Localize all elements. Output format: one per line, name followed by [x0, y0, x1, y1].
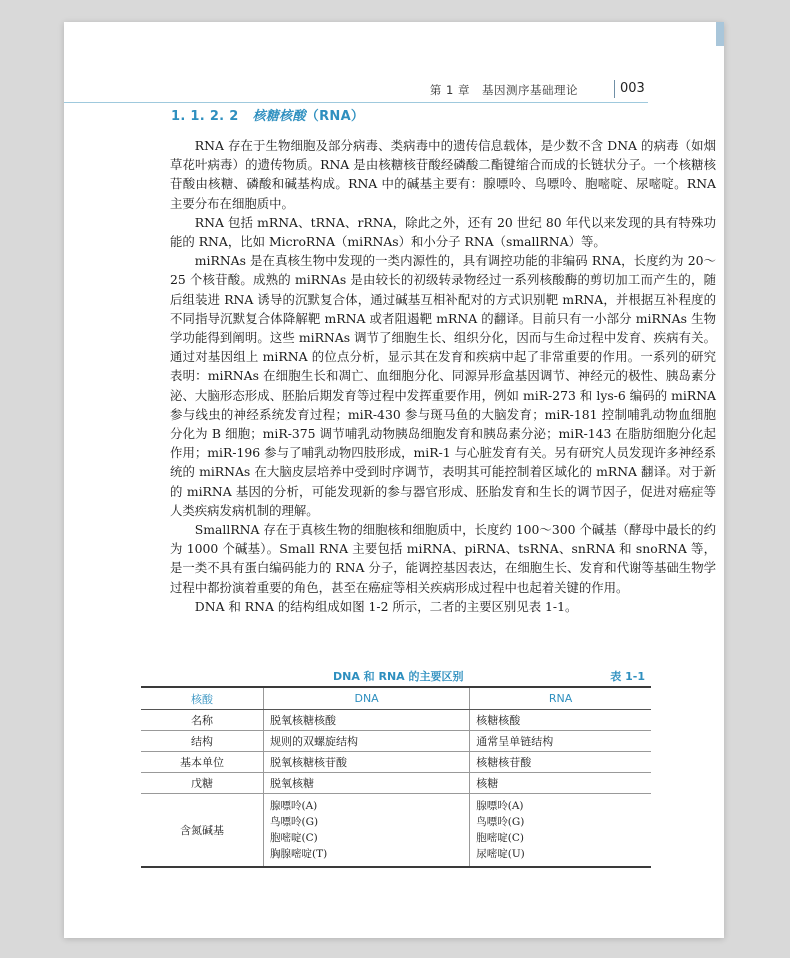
- row-label: 戊糖: [141, 773, 264, 794]
- rna-cell: 核糖核酸: [470, 710, 651, 731]
- table-row: [141, 794, 651, 868]
- section-heading: [171, 105, 364, 124]
- table-header: RNA: [470, 687, 651, 710]
- dna-cell: 规则的双螺旋结构: [264, 731, 470, 752]
- rna-bases-cell: [470, 794, 651, 868]
- table-row: [141, 710, 651, 731]
- chapter-title: 第 1 章 基因测序基础理论: [429, 83, 578, 97]
- dna-cell: 脱氧核糖核酸: [264, 710, 470, 731]
- paragraph: DNA 和 RNA 的结构组成如图 1-2 所示，二者的主要区别见表 1-1。: [194, 598, 578, 614]
- paragraph: RNA 存在于生物细胞及部分病毒、类病毒中的遗传信息载体，是少数不含 DNA 的病毒（如烟草花叶病毒）的遗传物质。RNA 是由核糖核苷酸经磷酸二酯键缩合而成的长链状分子。一个核糖核苷酸由核糖、磷酸和碱基构成。RNA 中的碱基主要有：腺嘌呤、鸟嘌呤、胞嘧啶、尿嘧啶。RNA 主要分布在细胞质中。: [170, 138, 716, 211]
- row-label: 含氮碱基: [141, 794, 264, 868]
- running-header: [64, 78, 648, 103]
- base-item: 腺嘌呤(A): [476, 800, 524, 812]
- rna-cell: 通常呈单链结构: [470, 731, 651, 752]
- dna-bases-cell: [264, 794, 470, 868]
- header-divider: [614, 80, 615, 98]
- row-label: 基本单位: [141, 752, 264, 773]
- table-header-row: [141, 687, 651, 710]
- row-label: 名称: [141, 710, 264, 731]
- table-row: [141, 773, 651, 794]
- dna-cell: 脱氧核糖核苷酸: [264, 752, 470, 773]
- row-label: 结构: [141, 731, 264, 752]
- body-text: [170, 136, 716, 616]
- dna-cell: 脱氧核糖: [264, 773, 470, 794]
- base-item: 鸟嘌呤(G): [476, 816, 525, 828]
- table-number: 表 1-1: [610, 670, 645, 683]
- base-item: 胞嘧啶(C): [270, 832, 318, 844]
- page-number: 003: [620, 81, 645, 96]
- section-number: 1. 1. 2. 2: [171, 109, 239, 124]
- base-item: 胸腺嘧啶(T): [270, 848, 328, 860]
- paragraph: miRNAs 是在真核生物中发现的一类内源性的，具有调控功能的非编码 RNA，长度约为 20～25 个核苷酸。成熟的 miRNAs 是由较长的初级转录物经过一系列核酸酶的剪切加工而产生的，随后组装进 RNA 诱导的沉默复合体，通过碱基互相补配对的方式识别靶 mRNA，并根据互补程度的不同指导沉默复合体降解靶 mRNA 或者阻遏靶 mRNA 的翻译。目前只有一小部分 miRNAs 生物学功能得到阐明。这些 miRNAs 调节了细胞生长、组织分化，因而与生命过程中发育、疾病有关。通过对基因组上 miRNA 的位点分析，显示其在发育和疾病中起了非常重要的作用。一系列的研究表明：miRNAs 在细胞生长和凋亡、血细胞分化、同源异形盒基因调节、神经元的极性、胰岛素分泌、大脑形态形成、胚胎后期发育等过程中发挥重要作用，例如 miR-273 和 lys-6 编码的 miRNA 参与线虫的神经系统发育过程；miR-430 参与斑马鱼的大脑发育；miR-181 控制哺乳动物血细胞分化为 B 细胞；miR-375 调节哺乳动物胰岛细胞发育和胰岛素分泌；miR-143 在脂肪细胞分化起作用；miR-196 参与了哺乳动物四肢形成，miR-1 与心脏发育有关。另有研究人员发现许多神经系统的 miRNAs 在大脑皮层培养中受到时序调节，表明其可能控制着区域化的 mRNA 翻译。对于新的 miRNA 基因的分析，可能发现新的参与器官形成、胚胎发育和生长的调节因子，促进对癌症等人类疾病发病机制的理解。: [170, 253, 716, 518]
- rna-cell: 核糖核苷酸: [470, 752, 651, 773]
- comparison-table: [141, 686, 651, 868]
- table-caption: [141, 668, 645, 686]
- table-header: 核酸: [141, 687, 264, 710]
- rna-cell: 核糖: [470, 773, 651, 794]
- section-title: 核糖核酸: [252, 109, 306, 124]
- base-item: 鸟嘌呤(G): [270, 816, 319, 828]
- table-row: [141, 752, 651, 773]
- table-row: [141, 731, 651, 752]
- base-item: 尿嘧啶(U): [476, 848, 525, 860]
- table-title: DNA 和 RNA 的主要区别: [333, 670, 464, 683]
- paragraph: SmallRNA 存在于真核生物的细胞核和细胞质中，长度约 100～300 个碱基（酵母中最长的约为 1000 个碱基）。Small RNA 主要包括 miRNA、piRNA、tsRNA、snRNA 和 snoRNA 等，是一类不具有蛋白编码能力的 RNA 分子，能调控基因表达，在细胞生长、发育和代谢等基础生物学过程中都扮演着重要的角色，甚至在癌症等相关疾病形成过程中也起着关键的作用。: [170, 522, 716, 595]
- section-title-abbr: （RNA）: [305, 109, 365, 124]
- table-header: DNA: [264, 687, 470, 710]
- page-edge-tab: [716, 22, 724, 46]
- base-item: 胞嘧啶(C): [476, 832, 524, 844]
- base-item: 腺嘌呤(A): [270, 800, 318, 812]
- paragraph: RNA 包括 mRNA、tRNA、rRNA，除此之外，还有 20 世纪 80 年代以来发现的具有特殊功能的 RNA，比如 MicroRNA（miRNAs）和小分子 RNA（smallRNA）等。: [170, 214, 716, 250]
